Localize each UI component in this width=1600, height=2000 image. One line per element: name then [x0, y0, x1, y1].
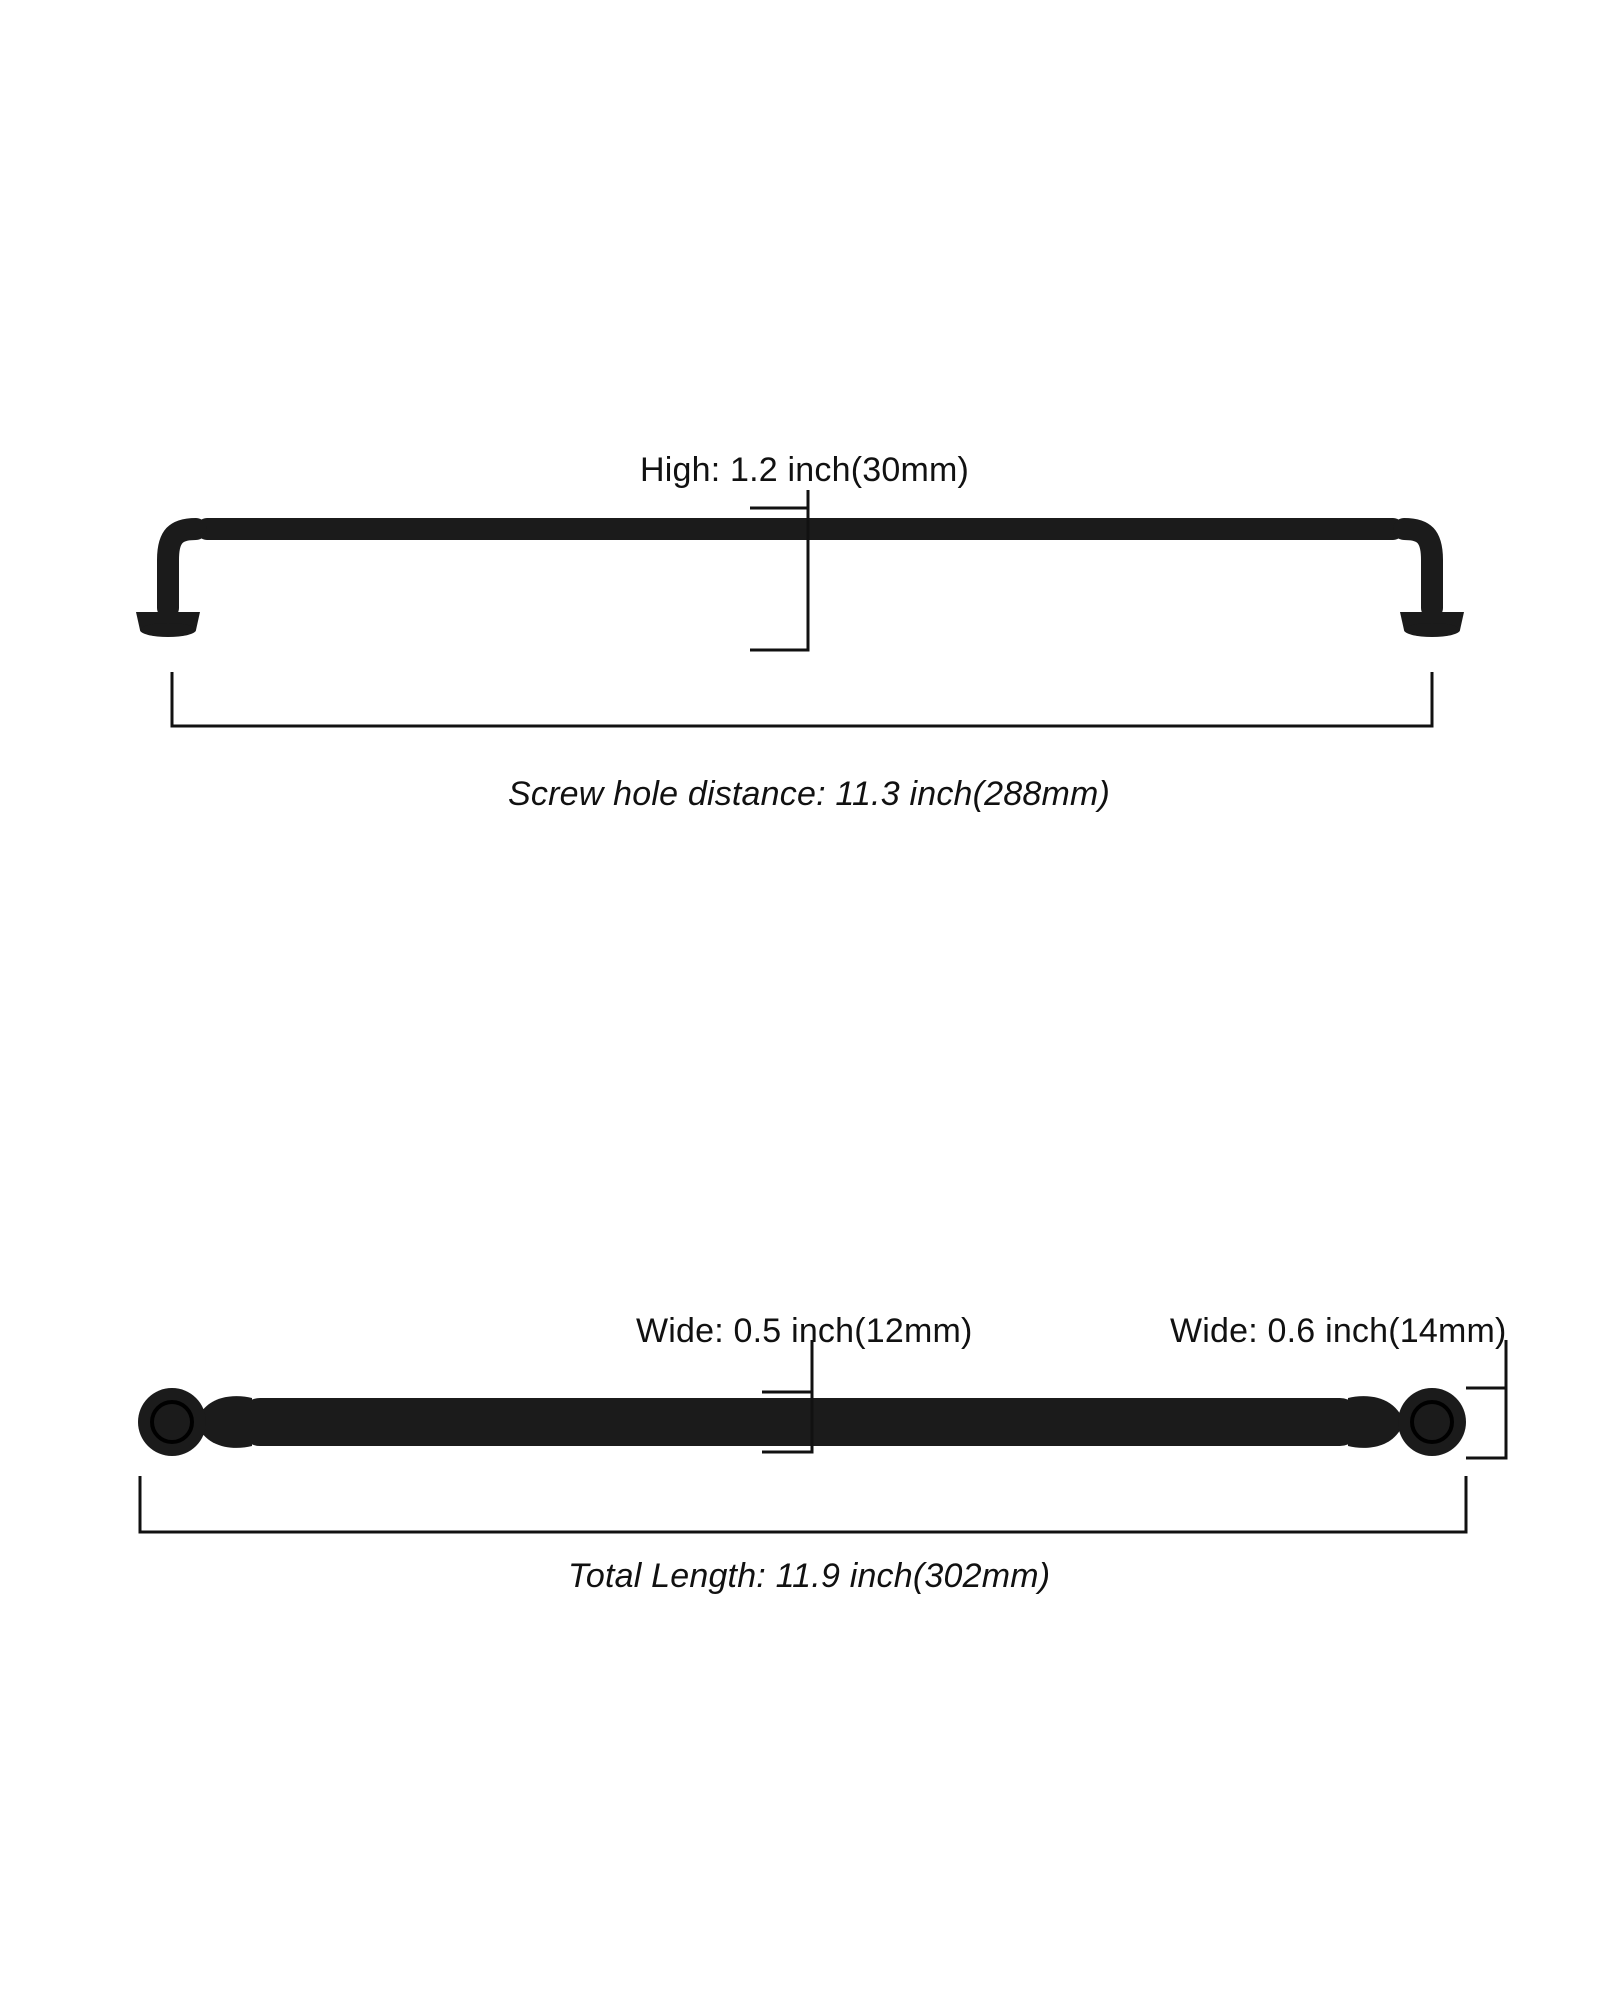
handle-front-profile	[138, 1388, 1466, 1456]
total-length-label: Total Length: 11.9 inch(302mm)	[568, 1557, 1051, 1595]
foot-width-dimension-bracket	[1466, 1340, 1506, 1458]
bar-width-label: Wide: 0.5 inch(12mm)	[636, 1312, 973, 1350]
handle-front-left-foot	[138, 1388, 206, 1456]
handle-left-base-foot	[140, 623, 196, 637]
handle-front-right-neck	[1348, 1396, 1404, 1448]
screw-hole-distance-label: Screw hole distance: 11.3 inch(288mm)	[508, 775, 1111, 813]
side-view-figure	[0, 490, 1600, 820]
handle-bar	[196, 518, 1404, 540]
handle-right-base-foot	[1404, 623, 1460, 637]
total-length-dimension-bracket	[140, 1476, 1466, 1532]
handle-left-post	[158, 590, 178, 614]
side-view-drawing	[0, 490, 1600, 820]
screw-hole-dimension-bracket	[172, 672, 1432, 726]
handle-right-post	[1422, 590, 1442, 614]
height-dimension-label: High: 1.2 inch(30mm)	[640, 451, 970, 489]
handle-front-bar	[240, 1398, 1360, 1446]
handle-front-right-foot	[1398, 1388, 1466, 1456]
foot-width-label: Wide: 0.6 inch(14mm)	[1170, 1312, 1507, 1350]
height-dimension-bracket	[750, 490, 808, 650]
handle-side-profile	[136, 518, 1464, 637]
